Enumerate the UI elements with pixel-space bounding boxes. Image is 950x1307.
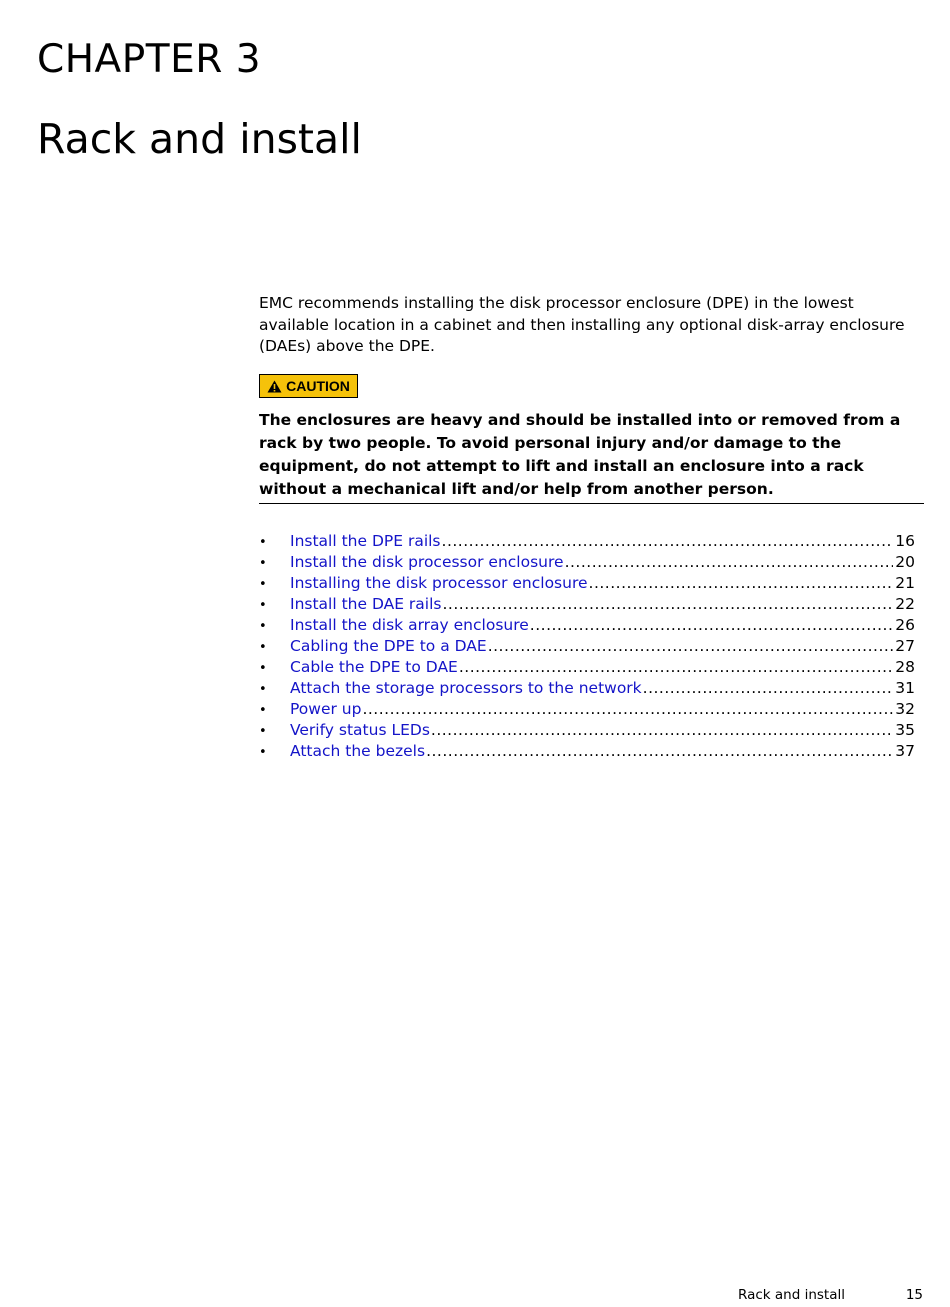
toc-page-number: 27 bbox=[895, 637, 915, 655]
toc-dot-leader bbox=[565, 552, 894, 573]
toc-item bbox=[259, 615, 915, 636]
caution-badge bbox=[259, 374, 358, 398]
toc-page-number: 35 bbox=[895, 721, 915, 739]
caution-text: The enclosures are heavy and should be installed into or removed from a rack by two people. To avoid personal injury and/or damage to the equipment, do not attempt to lift and install an enclosure into a rack without a mechanical lift and/or help from another person. bbox=[259, 411, 901, 498]
toc-page-number: 28 bbox=[895, 658, 915, 676]
toc-dot-leader bbox=[426, 741, 893, 762]
intro-paragraph: EMC recommends installing the disk processor enclosure (DPE) in the lowest available location in a cabinet and then installing any optional disk-array enclosure (DAEs) above the DPE. bbox=[259, 294, 905, 355]
toc-item bbox=[259, 594, 915, 615]
toc-link[interactable]: Install the disk processor enclosure bbox=[290, 553, 564, 571]
bullet-icon: • bbox=[259, 535, 267, 550]
footer-section-title: Rack and install bbox=[738, 1287, 845, 1303]
toc-dot-leader bbox=[442, 531, 894, 552]
toc-page-number: 32 bbox=[895, 700, 915, 718]
toc-item bbox=[259, 636, 915, 657]
toc-page-number: 20 bbox=[895, 553, 915, 571]
page-footer bbox=[738, 1287, 923, 1303]
toc-link[interactable]: Power up bbox=[290, 700, 362, 718]
toc-link[interactable]: Attach the storage processors to the network bbox=[290, 679, 642, 697]
toc-dot-leader bbox=[488, 636, 894, 657]
warning-triangle-icon bbox=[267, 380, 282, 393]
bullet-icon: • bbox=[259, 619, 267, 634]
toc-link[interactable]: Attach the bezels bbox=[290, 742, 426, 760]
toc-dot-leader bbox=[530, 615, 893, 636]
toc-item bbox=[259, 657, 915, 678]
toc-item bbox=[259, 573, 915, 594]
bullet-icon: • bbox=[259, 598, 267, 613]
bullet-icon: • bbox=[259, 745, 267, 760]
toc-dot-leader bbox=[362, 699, 893, 720]
toc-link[interactable]: Cabling the DPE to a DAE bbox=[290, 637, 487, 655]
toc-page-number: 16 bbox=[895, 532, 915, 550]
chapter-title: Rack and install bbox=[37, 115, 362, 163]
toc-page-number: 21 bbox=[895, 574, 915, 592]
toc-dot-leader bbox=[643, 678, 894, 699]
toc-item bbox=[259, 741, 915, 762]
bullet-icon: • bbox=[259, 724, 267, 739]
caution-divider bbox=[259, 503, 924, 504]
bullet-icon: • bbox=[259, 682, 267, 697]
toc-link[interactable]: Verify status LEDs bbox=[290, 721, 430, 739]
bullet-icon: • bbox=[259, 640, 267, 655]
toc-dot-leader bbox=[443, 594, 894, 615]
toc-dot-leader bbox=[431, 720, 893, 741]
footer-page-number: 15 bbox=[905, 1287, 923, 1303]
toc-page-number: 26 bbox=[895, 616, 915, 634]
toc-item bbox=[259, 678, 915, 699]
toc-item bbox=[259, 720, 915, 741]
bullet-icon: • bbox=[259, 703, 267, 718]
toc-dot-leader bbox=[459, 657, 893, 678]
caution-badge-label: CAUTION bbox=[286, 378, 350, 394]
toc-dot-leader bbox=[589, 573, 894, 594]
toc-link[interactable]: Install the DAE rails bbox=[290, 595, 442, 613]
toc-item bbox=[259, 699, 915, 720]
bullet-icon: • bbox=[259, 577, 267, 592]
toc-link[interactable]: Install the DPE rails bbox=[290, 532, 441, 550]
toc-page-number: 31 bbox=[895, 679, 915, 697]
toc-link[interactable]: Installing the disk processor enclosure bbox=[290, 574, 588, 592]
toc-page-number: 22 bbox=[895, 595, 915, 613]
toc-page-number: 37 bbox=[895, 742, 915, 760]
toc-item bbox=[259, 531, 915, 552]
toc-link[interactable]: Cable the DPE to DAE bbox=[290, 658, 458, 676]
chapter-toc bbox=[259, 531, 915, 762]
bullet-icon: • bbox=[259, 661, 267, 676]
toc-link[interactable]: Install the disk array enclosure bbox=[290, 616, 529, 634]
chapter-label: CHAPTER 3 bbox=[37, 37, 262, 82]
toc-item bbox=[259, 552, 915, 573]
bullet-icon: • bbox=[259, 556, 267, 571]
